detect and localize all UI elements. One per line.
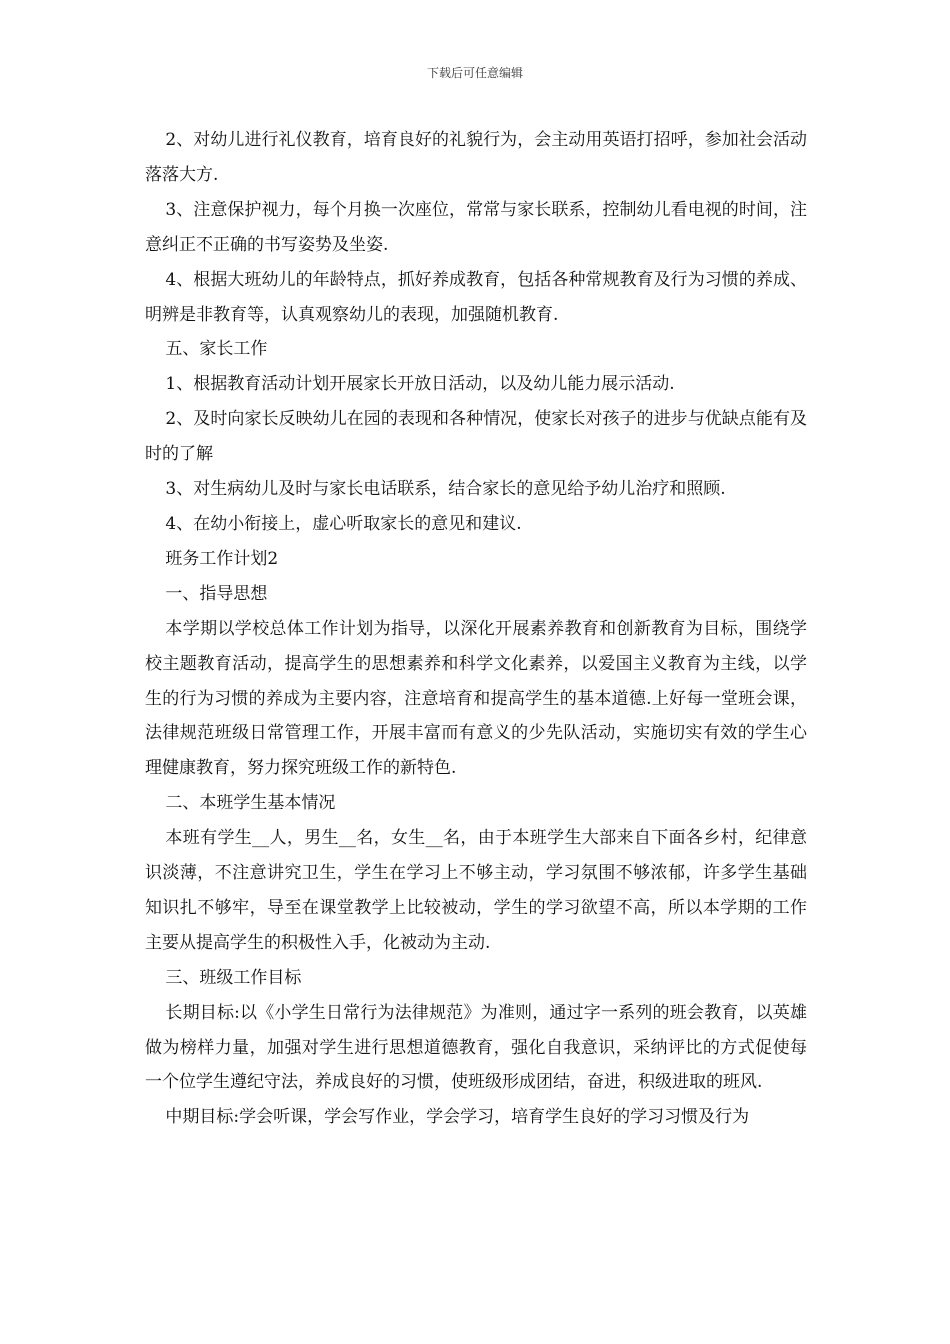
paragraph-vision: 3、注意保护视力，每个月换一次座位，常常与家长联系，控制幼儿看电视的时间，注意纠正不正确的书写姿势及坐姿. [145, 199, 807, 255]
section-heading-students: 二、本班学生基本情况 [165, 793, 336, 814]
document-body [145, 123, 807, 1135]
document-subtitle: 班务工作计划2 [165, 548, 279, 569]
paragraph-habits: 4、根据大班幼儿的年龄特点，抓好养成教育，包括各种常规教育及行为习惯的养成、明辨是非教育等，认真观察幼儿的表现，加强随机教育. [145, 269, 807, 325]
paragraph-report: 2、及时向家长反映幼儿在园的表现和各种情况，使家长对孩子的进步与优缺点能有及时的了解 [145, 409, 807, 465]
section-heading-goals: 三、班级工作目标 [165, 967, 302, 988]
paragraph-open-day: 1、根据教育活动计划开展家长开放日活动，以及幼儿能力展示活动. [165, 374, 675, 395]
paragraph-mid-term-goal: 中期目标:学会听课，学会写作业，学会学习，培育学生良好的学习习惯及行为 [165, 1107, 750, 1128]
section-heading-parents: 五、家长工作 [165, 339, 268, 360]
paragraph-transition: 4、在幼小衔接上，虚心听取家长的意见和建议. [165, 513, 522, 534]
paragraph-sick-children: 3、对生病幼儿及时与家长电话联系，结合家长的意见给予幼儿治疗和照顾. [165, 479, 726, 500]
page-header-note: 下载后可任意编辑 [426, 66, 523, 80]
paragraph-guidance: 本学期以学校总体工作计划为指导，以深化开展素养教育和创新教育为目标，围绕学校主题教育活动，提高学生的思想素养和科学文化素养，以爱国主义教育为主线，以学生的行为习惯的养成为主要内容，注意培育和提高学生的基本道德.上好每一堂班会课，法律规范班级日常管理工作，开展丰富而有意义的少先队活动，实施切实有效的学生心理健康教育，努力探究班级工作的新特色. [145, 618, 807, 779]
paragraph-etiquette: 2、对幼儿进行礼仪教育，培育良好的礼貌行为，会主动用英语打招呼，参加社会活动落落大方. [145, 130, 807, 185]
paragraph-students: 本班有学生__人，男生__名，女生__名，由于本班学生大部来自下面各乡村，纪律意识淡薄，不注意讲究卫生，学生在学习上不够主动，学习氛围不够浓郁，许多学生基础知识扎不够牢，导至在课堂教学上比较被动，学生的学习欲望不高，所以本学期的工作主要从提高学生的积极性入手，化被动为主动. [145, 828, 807, 953]
paragraph-long-term-goal: 长期目标:以《小学生日常行为法律规范》为准则，通过字一系列的班会教育，以英雄做为榜样力量，加强对学生进行思想道德教育，强化自我意识，采纳评比的方式促使每一个位学生遵纪守法，养成良好的习惯，使班级形成团结，奋进，积级进取的班风. [145, 1002, 807, 1093]
section-heading-guidance: 一、指导思想 [165, 583, 268, 604]
